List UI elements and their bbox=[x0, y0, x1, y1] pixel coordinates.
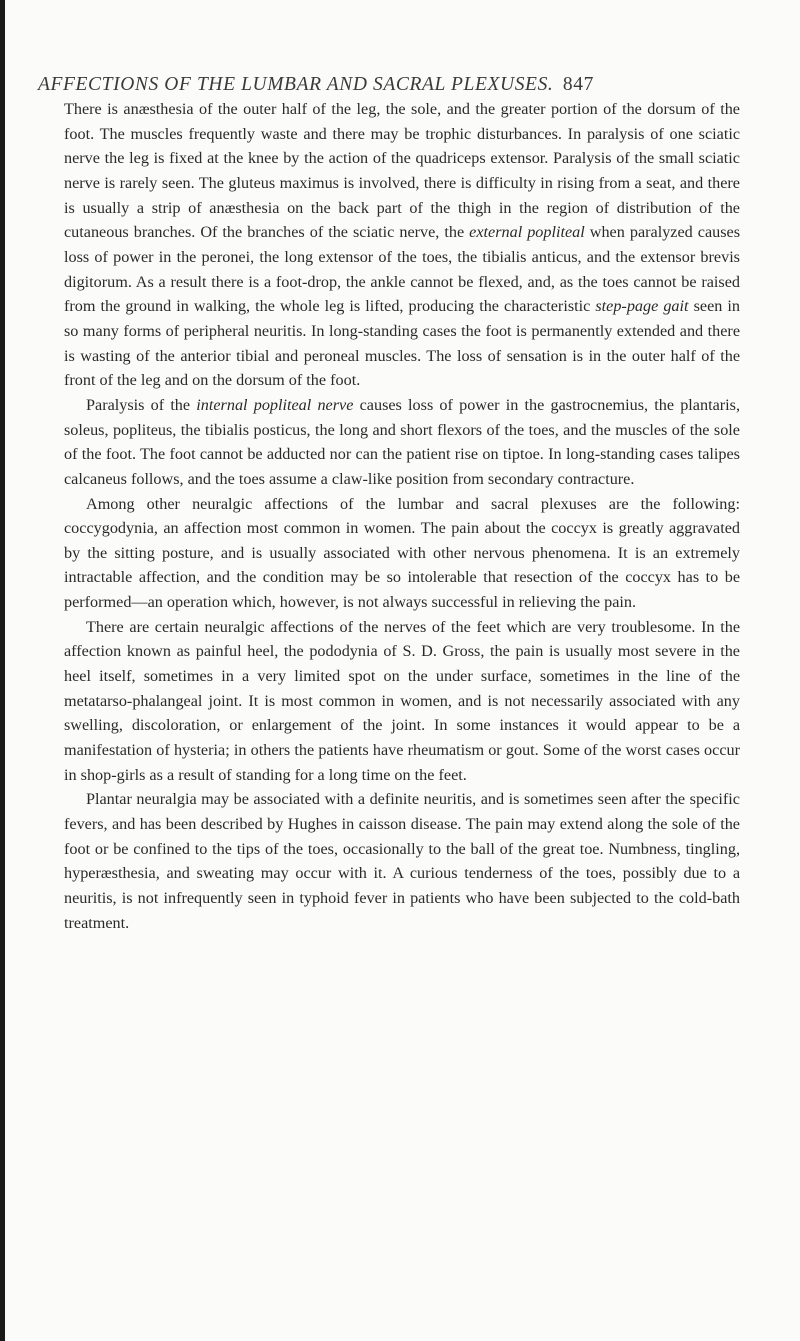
body-text bbox=[64, 97, 740, 935]
paragraph-text: Paralysis of the bbox=[86, 395, 197, 414]
running-head bbox=[38, 74, 768, 96]
paragraph-text: Among other neuralgic affections of the lumbar and sacral plexuses are the following: coccygodynia, an affection most common in women. The pain about the coccyx is greatly aggravated by the sitting posture, and is usually associated with other nervous phenomena. It is an extremely intractable affection, and the condition may be so intolerable that resection of the coccyx has to be performed—an operation which, however, is not always successful in relieving the pain. bbox=[64, 494, 740, 612]
paragraph-text: Plantar neuralgia may be associated with a definite neuritis, and is sometimes seen after the specific fevers, and has been described by Hughes in caisson disease. The pain may extend along the sole of the foot or be confined to the tips of the toes, occasionally to the ball of the great toe. Numbness, tingling, hyperæsthesia, and sweating may occur with it. A curious tenderness of the toes, possibly due to a neuritis, is not infrequently seen in typhoid fever in patients who have been subjected to the cold-bath treatment. bbox=[64, 790, 740, 932]
term-external-popliteal: external popliteal bbox=[469, 223, 585, 242]
paragraph-text: There is anæsthesia of the outer half of the leg, the sole, and the greater portion of the dorsum of the foot. The muscles frequently waste and there may be trophic disturbances. In paralysis of one sciatic nerve the leg is fixed at the knee by the action of the quadriceps extensor. Paralysis of the small sciatic nerve is rarely seen. The gluteus maximus is involved, there is difficulty in rising from a seat, and there is usually a strip of anæsthesia on the back part of the thigh in the region of distribution of the cutaneous branches. Of the branches of the sciatic nerve, the bbox=[64, 100, 740, 242]
term-internal-popliteal-nerve: internal popliteal nerve bbox=[196, 395, 354, 414]
paragraph-text: causes loss of power in the gastrocnemius, the plantaris, soleus, popliteus, the tibialis posticus, the long and short flexors of the toes, and the muscles of the sole of the foot. The foot cannot be adducted nor can the patient rise on tiptoe. In long-standing cases talipes calcaneus follows, and the toes assume a claw-like position from secondary contracture. bbox=[64, 395, 740, 488]
paragraph-text: seen in so many forms of peripheral neuritis. In long-standing cases the foot is permanently extended and there is wasting of the anterior tibial and peroneal muscles. The loss of sensation is in the outer half of the front of the leg and on the dorsum of the foot. bbox=[64, 297, 740, 390]
paragraph-1 bbox=[64, 97, 740, 393]
paragraph-text: when paralyzed causes loss of power in the peronei, the long extensor of the toes, the tibialis anticus, and the extensor brevis digitorum. As a result there is a foot-drop, the ankle cannot be flexed, and, as the toes cannot be raised from the ground in walking, the whole leg is lifted, producing the characteristic bbox=[64, 223, 741, 316]
page-number: 847 bbox=[562, 74, 594, 95]
paragraph-5 bbox=[64, 787, 740, 935]
paragraph-4 bbox=[64, 615, 740, 788]
paragraph-3 bbox=[64, 492, 740, 615]
running-head-title: AFFECTIONS OF THE LUMBAR AND SACRAL PLEXUSES. bbox=[38, 74, 554, 95]
page-edge bbox=[0, 0, 5, 1341]
paragraph-2 bbox=[64, 393, 740, 492]
paragraph-text: There are certain neuralgic affections of the nerves of the feet which are very troublesome. In the affection known as painful heel, the pododynia of S. D. Gross, the pain is usually most severe in the heel itself, sometimes in a very limited spot on the under surface, sometimes in the line of the metatarso-phalangeal joint. It is most common in women, and is not necessarily associated with any swelling, discoloration, or enlargement of the joint. In some instances it would appear to be a manifestation of hysteria; in others the patients have rheumatism or gout. Some of the worst cases occur in shop-girls as a result of standing for a long time on the feet. bbox=[64, 617, 740, 784]
term-step-page-gait: step-page gait bbox=[595, 297, 689, 316]
